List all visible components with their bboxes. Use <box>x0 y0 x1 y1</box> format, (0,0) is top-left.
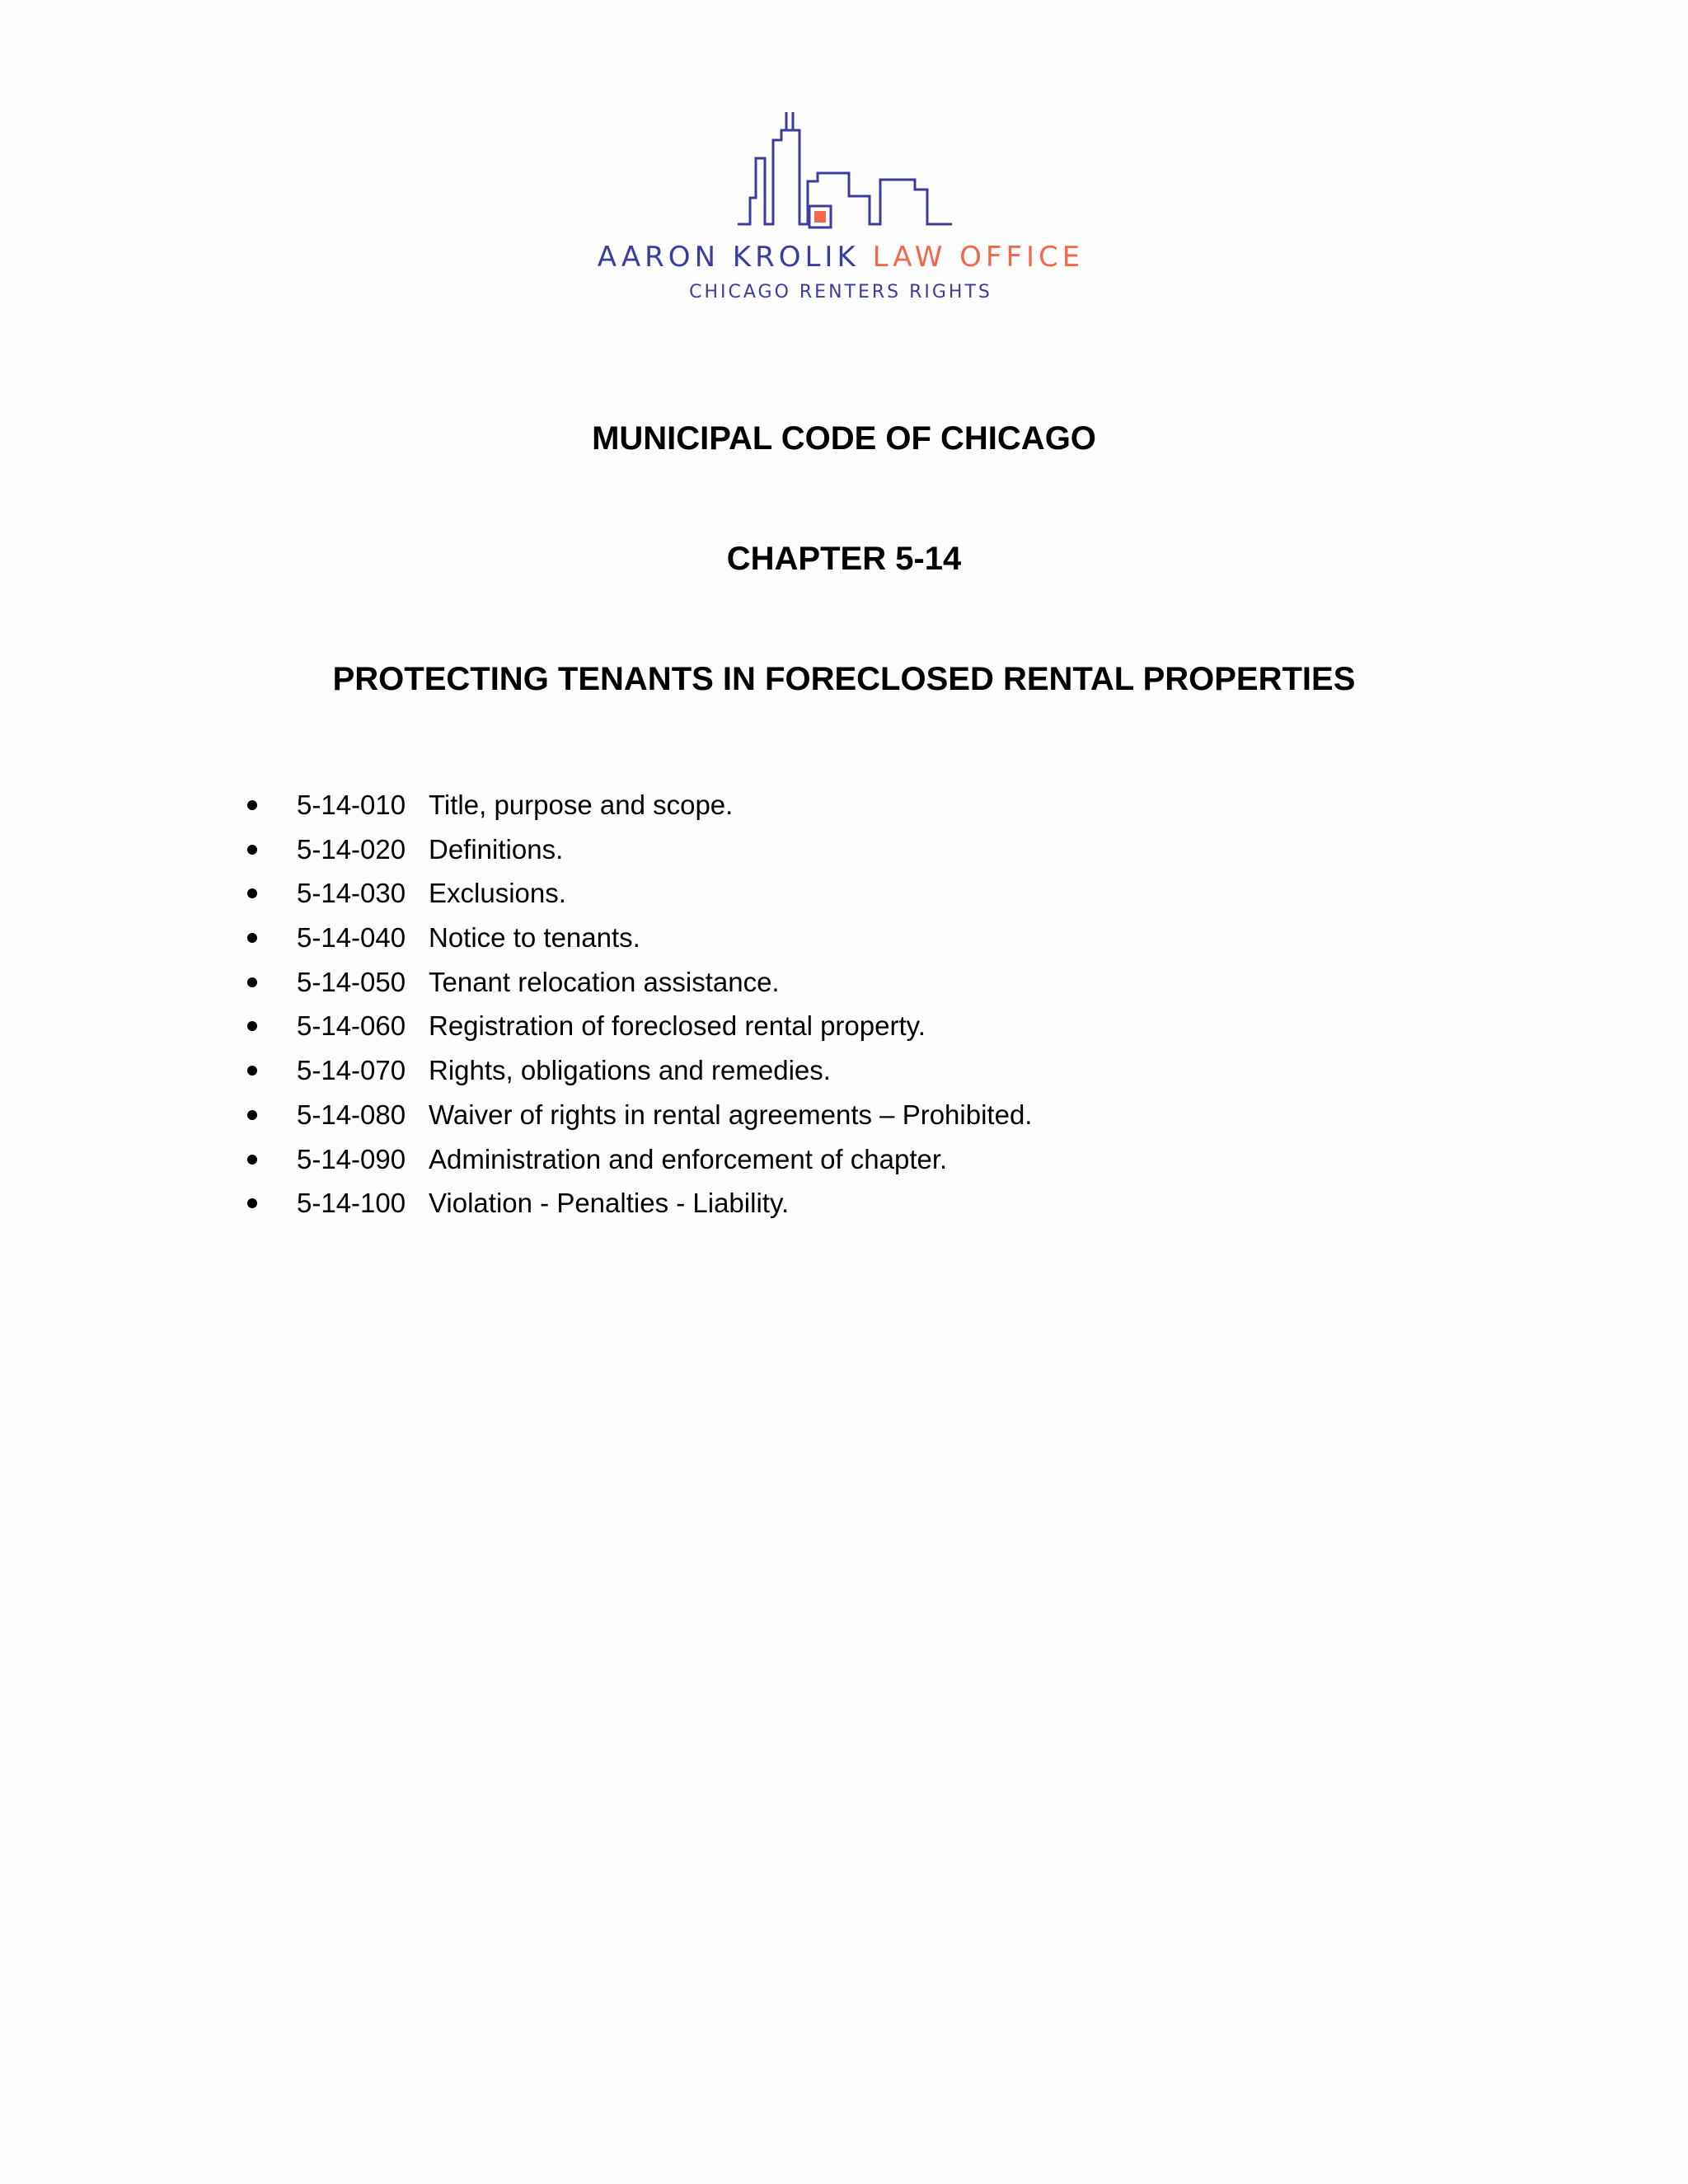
chapter-subtitle: PROTECTING TENANTS IN FORECLOSED RENTAL PROPERTIES <box>332 661 1356 697</box>
bullet-icon <box>247 888 257 898</box>
bullet-icon <box>247 977 257 987</box>
list-item <box>244 916 1032 960</box>
section-number: 5-14-080 <box>297 1099 406 1130</box>
list-item <box>244 1181 1032 1226</box>
section-number: 5-14-070 <box>297 1055 406 1086</box>
section-title: Administration and enforcement of chapter. <box>429 1143 948 1174</box>
law-office-logo <box>593 99 1088 321</box>
section-number: 5-14-050 <box>297 966 406 997</box>
section-title: Rights, obligations and remedies. <box>429 1055 831 1086</box>
bullet-icon <box>247 1066 257 1076</box>
section-title: Tenant relocation assistance. <box>429 966 780 997</box>
section-number: 5-14-100 <box>297 1188 406 1219</box>
logo-tagline: CHICAGO RENTERS RIGHTS <box>689 282 992 302</box>
list-item <box>244 871 1032 916</box>
section-title: Registration of foreclosed rental property. <box>429 1010 926 1042</box>
bullet-icon <box>247 1198 257 1208</box>
list-item <box>244 827 1032 872</box>
chapter-title: CHAPTER 5-14 <box>726 541 962 577</box>
section-number: 5-14-060 <box>297 1010 406 1042</box>
section-title: Violation - Penalties - Liability. <box>429 1188 790 1219</box>
section-number: 5-14-020 <box>297 833 406 865</box>
list-item <box>244 960 1032 1005</box>
bullet-icon <box>247 845 257 855</box>
bullet-icon <box>247 933 257 943</box>
list-item <box>244 783 1032 827</box>
list-item <box>244 1093 1032 1137</box>
code-title: MUNICIPAL CODE OF CHICAGO <box>592 420 1096 457</box>
section-title: Definitions. <box>429 833 564 865</box>
section-title: Exclusions. <box>429 878 566 909</box>
section-number: 5-14-040 <box>297 922 406 954</box>
section-title: Waiver of rights in rental agreements – Prohibited. <box>429 1099 1033 1130</box>
logo-name-accent: LAW OFFICE <box>872 241 1085 274</box>
section-number: 5-14-090 <box>297 1143 406 1174</box>
logo-name-primary: AARON KROLIK <box>597 241 860 274</box>
section-title: Notice to tenants. <box>429 922 640 954</box>
section-title: Title, purpose and scope. <box>429 790 734 820</box>
list-item <box>244 1137 1032 1182</box>
list-item <box>244 1048 1032 1093</box>
bullet-icon <box>247 1021 257 1031</box>
section-number: 5-14-010 <box>297 790 406 820</box>
section-list <box>244 783 1032 1226</box>
bullet-icon <box>247 1155 257 1165</box>
logo-firm-name <box>593 241 1088 274</box>
bullet-icon <box>247 800 257 810</box>
bullet-icon <box>247 1110 257 1120</box>
section-number: 5-14-030 <box>297 878 406 909</box>
list-item <box>244 1004 1032 1048</box>
chicago-skyline-icon <box>734 107 956 247</box>
